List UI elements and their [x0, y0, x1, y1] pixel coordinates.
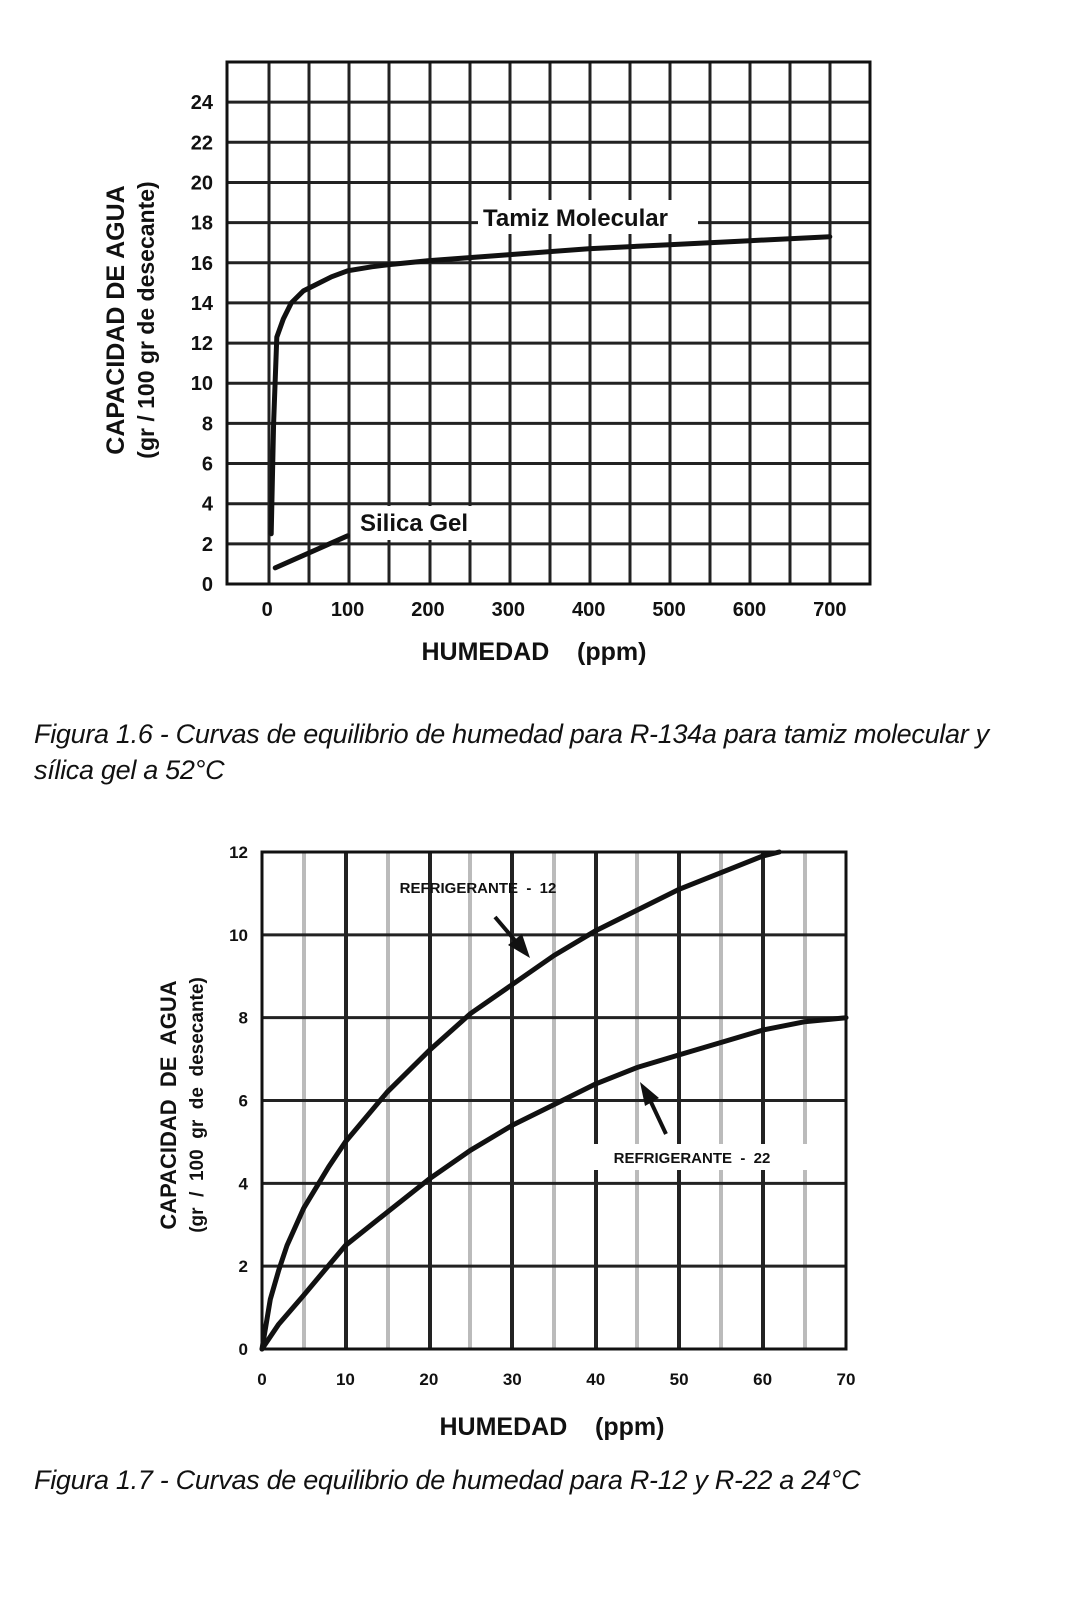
x-tick-label: 600 [732, 599, 767, 621]
figure-1-caption: Figura 1.6 - Curvas de equilibrio de humedad para R-134a para tamiz molecular y sílica gel a 52°C [34, 719, 989, 785]
x-tick-label: 0 [261, 599, 273, 621]
chart-1 [102, 62, 870, 666]
figure-2-caption: Figura 1.7 - Curvas de equilibrio de humedad para R-12 y R-22 a 24°C [34, 1465, 861, 1495]
y-tick-label: 6 [201, 453, 213, 476]
annotation-silica-gel: Silica Gel [360, 510, 469, 537]
y-tick-label: 8 [238, 1008, 248, 1028]
x-tick-label: 70 [836, 1370, 856, 1389]
chart-1-x-axis-label: HUMEDAD (ppm) [421, 638, 647, 666]
chart-1-y-axis-sublabel: (gr / 100 gr de desecante) [133, 181, 159, 459]
chart-2-y-ticks [229, 843, 248, 1359]
x-tick-label: 700 [813, 599, 847, 621]
chart-2-y-axis-sublabel: (gr / 100 gr de desecante) [187, 977, 208, 1233]
chart-2-grid [262, 852, 846, 1349]
y-tick-label: 0 [201, 574, 213, 596]
y-tick-label: 10 [190, 373, 213, 396]
x-tick-label: 40 [586, 1370, 606, 1389]
arrow-head-r22 [640, 1082, 659, 1106]
y-tick-label: 6 [238, 1091, 248, 1111]
chart-1-x-ticks [262, 599, 847, 621]
x-tick-label: 500 [652, 599, 686, 621]
y-tick-label: 0 [238, 1339, 248, 1359]
arrow-shaft-r22 [650, 1100, 666, 1134]
chart-1-y-ticks [191, 92, 214, 596]
x-tick-label: 60 [753, 1370, 773, 1389]
series-line-2 [275, 536, 347, 568]
x-tick-label: 30 [502, 1370, 522, 1389]
x-tick-label: 200 [411, 599, 445, 621]
y-tick-label: 8 [201, 413, 213, 436]
y-tick-label: 22 [190, 132, 213, 155]
x-tick-label: 300 [491, 599, 525, 621]
y-tick-label: 2 [238, 1257, 248, 1277]
y-tick-label: 4 [201, 493, 213, 516]
y-tick-label: 4 [238, 1174, 248, 1194]
y-tick-label: 10 [229, 925, 248, 945]
chart-2-x-axis-label: HUMEDAD (ppm) [439, 1413, 665, 1441]
chart-2-x-ticks [257, 1370, 855, 1389]
x-tick-label: 10 [335, 1370, 355, 1389]
y-tick-label: 2 [201, 533, 213, 556]
chart-2 [156, 843, 855, 1441]
y-tick-label: 18 [190, 212, 213, 235]
annotation-refrigerante-12: REFRIGERANTE - 12 [399, 880, 557, 897]
y-tick-label: 14 [190, 292, 213, 315]
x-tick-label: 50 [669, 1370, 689, 1389]
y-tick-label: 20 [190, 172, 213, 195]
x-tick-label: 0 [257, 1370, 267, 1389]
x-tick-label: 100 [330, 599, 365, 621]
y-tick-label: 12 [229, 842, 248, 862]
chart-1-grid [227, 62, 870, 584]
y-tick-label: 12 [190, 333, 213, 356]
x-tick-label: 400 [572, 599, 606, 621]
x-tick-label: 20 [419, 1370, 439, 1389]
y-tick-label: 24 [190, 92, 213, 115]
chart-2-y-axis-label: CAPACIDAD DE AGUA [156, 980, 181, 1230]
annotation-refrigerante-22: REFRIGERANTE - 22 [613, 1150, 771, 1167]
y-tick-label: 16 [190, 252, 213, 275]
chart-1-y-axis-label: CAPACIDAD DE AGUA [102, 185, 130, 455]
annotation-tamiz-molecular: Tamiz Molecular [483, 205, 668, 232]
